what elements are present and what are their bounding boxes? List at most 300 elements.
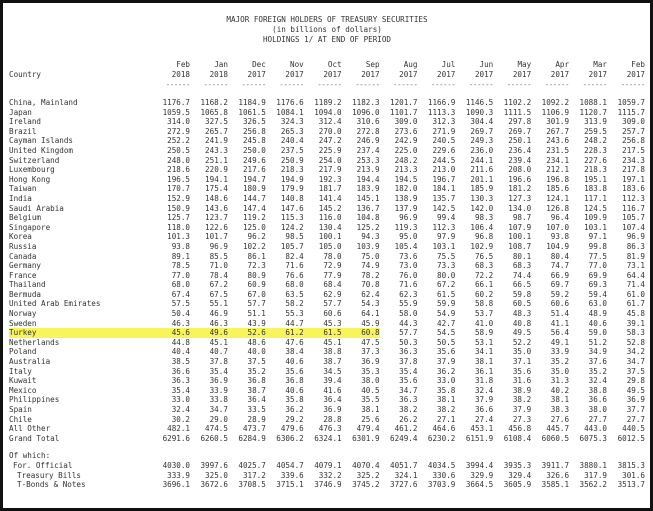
holding-value: 37.8 <box>209 357 228 367</box>
column-header-month: Jan <box>214 60 228 69</box>
holding-value: 225.9 <box>318 145 342 155</box>
holding-value: 1096.0 <box>352 107 380 117</box>
holding-value: 326.5 <box>242 117 266 127</box>
holding-value: 265.3 <box>280 126 304 136</box>
holding-value: 44.7 <box>285 318 304 328</box>
document-title <box>9 15 645 45</box>
header-underline: ------ <box>468 80 494 89</box>
holding-value: 1176.7 <box>162 98 190 107</box>
holding-value: 194.9 <box>280 174 304 184</box>
holding-value: 6291.6 <box>162 433 190 443</box>
holding-value: 105.7 <box>622 213 645 223</box>
title-line-1: MAJOR FOREIGN HOLDERS OF TREASURY SECURITIES <box>226 15 428 24</box>
holding-value: 45.6 <box>152 328 190 338</box>
country-name: United Arab Emirates <box>9 299 101 309</box>
holding-value: 38.1 <box>361 405 380 414</box>
holding-value: 247.2 <box>318 136 342 146</box>
holding-value: 104.9 <box>546 241 570 251</box>
holding-value: 27.7 <box>588 414 607 424</box>
holding-value: 218.3 <box>280 165 304 175</box>
subtotal-value: 4054.7 <box>276 460 304 470</box>
holding-value: 254.0 <box>318 155 342 165</box>
holding-value: 218.3 <box>584 165 607 175</box>
holding-value: 37.3 <box>361 347 380 357</box>
holding-value: 40.4 <box>171 347 190 357</box>
holding-value: 37.7 <box>626 405 645 414</box>
holding-value: 71.0 <box>209 261 228 271</box>
holding-value: 184.1 <box>432 184 456 194</box>
holding-value: 68.4 <box>323 280 342 290</box>
holding-value: 217.6 <box>242 165 266 175</box>
holding-value: 38.4 <box>285 347 304 357</box>
holding-value: 41.6 <box>323 385 342 395</box>
holding-value: 68.3 <box>474 261 494 271</box>
country-name: Japan <box>9 107 32 117</box>
holding-value: 59.9 <box>437 299 456 309</box>
country-name: All Other <box>9 424 51 434</box>
holding-value: 68.0 <box>285 280 304 290</box>
holding-value: 6324.1 <box>314 433 342 443</box>
holding-value: 145.2 <box>318 203 342 213</box>
holding-value: 314.0 <box>167 117 190 127</box>
holding-value: 73.3 <box>437 261 456 271</box>
holding-value: 35.4 <box>171 385 190 395</box>
holding-value: 96.9 <box>209 241 228 251</box>
holding-value: 144.7 <box>242 193 266 203</box>
holding-value: 102.9 <box>470 241 494 251</box>
subtotal-value: 317.2 <box>242 470 266 480</box>
holding-value: 63.5 <box>285 289 304 299</box>
holding-value: 1092.2 <box>541 98 570 107</box>
holding-value: 48.6 <box>247 337 266 347</box>
holding-value: 1065.8 <box>200 107 228 117</box>
table-row <box>9 165 645 175</box>
holding-value: 40.2 <box>550 385 570 395</box>
holding-value: 38.2 <box>512 395 532 405</box>
holding-value: 234.3 <box>622 155 645 165</box>
table-row <box>9 261 645 271</box>
holding-value: 134.0 <box>508 203 532 213</box>
holding-value: 103.1 <box>432 241 456 251</box>
holding-value: 44.3 <box>399 318 418 328</box>
holding-value: 86.1 <box>247 251 266 261</box>
subtotal-value: 3513.7 <box>617 480 645 490</box>
holding-value: 72.3 <box>247 261 266 271</box>
holding-value: 61.5 <box>437 289 456 299</box>
holding-value: 122.6 <box>205 222 228 232</box>
table-row <box>9 108 645 118</box>
holding-value: 35.3 <box>361 366 380 376</box>
holding-value: 217.8 <box>622 165 645 175</box>
holding-value: 95.0 <box>399 232 418 242</box>
holding-value: 27.1 <box>437 414 456 424</box>
holding-value: 49.6 <box>190 328 228 338</box>
holding-value: 34.1 <box>474 347 494 357</box>
subtotal-value: 326.6 <box>546 470 570 480</box>
holding-value: 265.7 <box>205 126 228 136</box>
holding-value: 248.0 <box>167 155 190 165</box>
of-which-row <box>9 451 645 461</box>
subtotal-row <box>9 480 645 490</box>
holding-value: 66.9 <box>550 270 570 280</box>
holding-value: 6306.2 <box>276 433 304 443</box>
holding-value: 40.0 <box>247 347 266 357</box>
subtotal-value: 3727.6 <box>390 480 418 490</box>
subtotal-value: 3997.6 <box>200 460 228 470</box>
holding-value: 28.9 <box>247 414 266 424</box>
table-body <box>9 90 645 490</box>
holding-value: 1176.6 <box>276 98 304 107</box>
header-underline: ------ <box>582 80 607 89</box>
holding-value: 142.0 <box>470 203 494 213</box>
holding-value: 31.8 <box>474 376 494 386</box>
holding-value: 38.1 <box>550 395 570 405</box>
country-name: Belgium <box>9 213 42 223</box>
holding-value: 32.4 <box>474 385 494 395</box>
column-header-year: 2017 <box>361 70 380 79</box>
holding-value: 35.8 <box>437 385 456 395</box>
holding-value: 150.9 <box>167 203 190 213</box>
holding-value: 37.1 <box>512 357 532 367</box>
holding-value: 27.6 <box>550 414 570 424</box>
holding-value: 58.3 <box>607 328 645 338</box>
holding-value: 36.3 <box>399 395 418 405</box>
holding-value: 66.1 <box>474 280 494 290</box>
holding-value: 252.2 <box>167 136 190 146</box>
holding-value: 99.4 <box>437 213 456 223</box>
holding-value: 272.9 <box>167 126 190 136</box>
holding-value: 36.4 <box>323 395 342 405</box>
table-row <box>9 223 645 233</box>
column-header-month: Feb <box>176 60 190 69</box>
subtotal-value: 4025.7 <box>238 460 266 470</box>
holding-value: 250.0 <box>242 145 266 155</box>
holding-value: 50.5 <box>437 337 456 347</box>
holding-value: 35.2 <box>247 366 266 376</box>
country-name: Germany <box>9 261 42 271</box>
holding-value: 6075.3 <box>579 433 607 443</box>
holding-value: 197.1 <box>622 174 645 184</box>
country-name: Russia <box>9 241 37 251</box>
holding-value: 93.8 <box>171 241 190 251</box>
holding-value: 38.0 <box>361 376 380 386</box>
holding-value: 213.3 <box>394 165 418 175</box>
holding-value: 40.5 <box>361 385 380 395</box>
holding-value: 248.2 <box>584 136 607 146</box>
holding-value: 35.2 <box>550 357 570 367</box>
holding-value: 109.9 <box>584 213 607 223</box>
holding-value: 100.1 <box>318 232 342 242</box>
holding-value: 250.1 <box>508 136 532 146</box>
holding-value: 119.2 <box>242 213 266 223</box>
country-name: Ireland <box>9 117 42 127</box>
holding-value: 1201.7 <box>390 98 418 107</box>
holding-value: 217.9 <box>318 165 342 175</box>
holding-value: 196.5 <box>167 174 190 184</box>
holding-value: 125.7 <box>167 213 190 223</box>
holding-value: 143.6 <box>205 203 228 213</box>
holding-value: 269.7 <box>470 126 494 136</box>
holding-value: 33.5 <box>247 405 266 414</box>
holding-value: 51.2 <box>588 337 607 347</box>
holding-value: 237.5 <box>280 145 304 155</box>
holding-value: 67.4 <box>171 289 190 299</box>
country-name: United Kingdom <box>9 145 74 155</box>
subtotal-value: 3911.7 <box>541 460 570 470</box>
holding-value: 73.6 <box>399 251 418 261</box>
holding-value: 145.1 <box>356 193 380 203</box>
holding-value: 127.3 <box>508 193 532 203</box>
header-underline: ------ <box>430 80 456 89</box>
holding-value: 71.4 <box>626 280 645 290</box>
holding-value: 57.7 <box>323 299 342 309</box>
column-header-month: Oct <box>327 60 342 69</box>
holding-value: 6260.5 <box>200 433 228 443</box>
holding-value: 80.0 <box>437 270 456 280</box>
holding-value: 36.2 <box>285 405 304 414</box>
holding-value: 35.5 <box>361 395 380 405</box>
subtotal-value: 301.6 <box>622 470 645 480</box>
column-header-month: May <box>517 60 532 69</box>
holding-value: 194.4 <box>356 174 380 184</box>
holding-value: 34.7 <box>209 405 228 414</box>
holding-value: 36.6 <box>474 405 494 414</box>
holding-value: 6284.9 <box>238 433 266 443</box>
subtotal-value: 332.2 <box>318 470 342 480</box>
holding-value: 196.8 <box>546 174 570 184</box>
holding-value: 257.7 <box>622 126 645 136</box>
holding-value: 192.3 <box>318 174 342 184</box>
country-name: Philippines <box>9 395 60 405</box>
title-line-2: (in billions of dollars) <box>272 25 382 34</box>
subtotal-label: For. Official <box>13 460 73 470</box>
holdings-table <box>9 60 645 490</box>
subtotal-value: 3585.1 <box>541 480 570 490</box>
holding-value: 96.4 <box>550 213 570 223</box>
country-name: Norway <box>9 309 37 319</box>
holding-value: 80.4 <box>550 251 570 261</box>
holding-value: 77.9 <box>323 270 342 280</box>
holding-value: 35.4 <box>209 366 228 376</box>
holding-value: 194.1 <box>205 174 228 184</box>
holding-value: 94.3 <box>361 232 380 242</box>
holding-value: 64.4 <box>626 270 645 280</box>
subtotal-value: 3880.1 <box>579 460 607 470</box>
holding-value: 271.9 <box>432 126 456 136</box>
country-column-header: Country <box>9 70 42 79</box>
holding-value: 35.0 <box>550 366 570 376</box>
holding-value: 50.3 <box>399 337 418 347</box>
holding-value: 6301.9 <box>352 433 380 443</box>
header-underline: ------ <box>203 80 228 89</box>
holding-value: 213.9 <box>356 165 380 175</box>
holding-value: 78.2 <box>361 270 380 280</box>
column-header-year: 2017 <box>399 70 418 79</box>
holding-value: 60.2 <box>474 289 494 299</box>
holding-value: 57.7 <box>380 328 418 338</box>
holding-value: 243.3 <box>205 145 228 155</box>
holding-value: 70.8 <box>361 280 380 290</box>
column-header-year: 2018 <box>209 70 228 79</box>
table-row <box>9 184 645 194</box>
holding-value: 60.5 <box>512 299 532 309</box>
holding-value: 78.4 <box>209 270 228 280</box>
holding-value: 74.9 <box>361 261 380 271</box>
holding-value: 38.2 <box>437 405 456 414</box>
holding-value: 182.0 <box>394 184 418 194</box>
header-underline: ------ <box>620 80 645 89</box>
holding-value: 77.0 <box>171 270 190 280</box>
spacer-row <box>9 443 645 451</box>
holding-value: 27.3 <box>512 414 532 424</box>
table-row <box>9 338 645 348</box>
holding-value: 272.8 <box>356 126 380 136</box>
holding-value: 52.8 <box>626 337 645 347</box>
holding-value: 195.1 <box>584 174 607 184</box>
subtotal-value: 3745.2 <box>352 480 380 490</box>
holding-value: 26.2 <box>399 414 418 424</box>
holding-value: 241.9 <box>205 136 228 146</box>
holding-value: 125.2 <box>356 222 380 232</box>
holding-value: 40.8 <box>512 318 532 328</box>
holding-value: 27.4 <box>474 414 494 424</box>
holding-value: 38.8 <box>588 385 607 395</box>
holding-value: 36.6 <box>171 366 190 376</box>
holding-value: 37.9 <box>474 395 494 405</box>
holding-value: 269.7 <box>508 126 532 136</box>
holding-value: 45.9 <box>361 318 380 328</box>
holding-value: 228.3 <box>584 145 607 155</box>
table-row <box>9 309 645 319</box>
holding-value: 327.5 <box>205 117 228 127</box>
holding-value: 239.4 <box>508 155 532 165</box>
holding-value: 474.5 <box>205 424 228 434</box>
holding-value: 1146.5 <box>465 98 494 107</box>
holding-value: 249.6 <box>242 155 266 165</box>
country-name: Sweden <box>9 318 37 328</box>
subtotal-value: 3935.3 <box>503 460 532 470</box>
holding-value: 116.7 <box>622 203 645 213</box>
holding-value: 240.5 <box>432 136 456 146</box>
holding-value: 152.9 <box>167 193 190 203</box>
holding-value: 309.0 <box>394 117 418 127</box>
holding-value: 80.1 <box>512 251 532 261</box>
holding-value: 54.9 <box>437 309 456 319</box>
holding-value: 96.9 <box>626 232 645 242</box>
holding-value: 103.9 <box>356 241 380 251</box>
holding-value: 101.7 <box>205 232 228 242</box>
holding-value: 218.6 <box>167 165 190 175</box>
holding-value: 181.7 <box>318 184 342 194</box>
holding-value: 1061.5 <box>238 107 266 117</box>
holding-value: 58.9 <box>455 328 493 338</box>
holding-value: 443.0 <box>584 424 607 434</box>
column-header-year: 2018 <box>171 70 190 79</box>
holding-value: 34.5 <box>323 366 342 376</box>
holding-value: 63.0 <box>588 299 607 309</box>
subtotal-row <box>9 461 645 471</box>
holding-value: 38.1 <box>474 357 494 367</box>
holding-value: 1182.3 <box>352 98 380 107</box>
holding-value: 74.4 <box>512 270 532 280</box>
header-underline: ------ <box>241 80 266 89</box>
holding-value: 102.2 <box>242 241 266 251</box>
holding-value: 118.0 <box>167 222 190 232</box>
holding-value: 72.2 <box>474 270 494 280</box>
holding-value: 115.3 <box>280 213 304 223</box>
holding-value: 38.7 <box>323 357 342 367</box>
holding-value: 6249.4 <box>390 433 418 443</box>
holding-value: 1094.0 <box>314 107 342 117</box>
holding-value: 59.0 <box>569 328 607 338</box>
holding-value: 77.0 <box>588 261 607 271</box>
holding-value: 136.7 <box>356 203 380 213</box>
holding-value: 58.0 <box>399 309 418 319</box>
holding-value: 250.5 <box>167 145 190 155</box>
holding-value: 33.0 <box>171 395 190 405</box>
holding-value: 42.7 <box>437 318 456 328</box>
holding-value: 142.5 <box>432 203 456 213</box>
subtotal-value: 330.6 <box>432 470 456 480</box>
holding-value: 244.1 <box>470 155 494 165</box>
holding-value: 38.2 <box>399 405 418 414</box>
table-row <box>9 434 645 444</box>
column-header-month: Dec <box>252 60 266 69</box>
holding-value: 6151.9 <box>465 433 494 443</box>
subtotal-value: 3696.1 <box>162 480 190 490</box>
holding-value: 103.1 <box>584 222 607 232</box>
subtotal-value: 329.9 <box>470 470 494 480</box>
column-header-month: Feb <box>631 60 645 69</box>
table-row <box>9 415 645 425</box>
holding-value: 55.1 <box>209 299 228 309</box>
holding-value: 46.9 <box>209 309 228 319</box>
spacer-row <box>9 90 645 98</box>
holding-value: 106.4 <box>470 222 494 232</box>
header-underline: ------ <box>544 80 570 89</box>
holding-value: 43.9 <box>247 318 266 328</box>
holding-value: 61.2 <box>266 328 304 338</box>
holding-value: 47.6 <box>285 337 304 347</box>
subtotal-value: 324.1 <box>394 470 418 480</box>
table-row <box>9 367 645 377</box>
holding-value: 123.7 <box>205 213 228 223</box>
holding-value: 37.6 <box>588 357 607 367</box>
holding-value: 64.1 <box>361 309 380 319</box>
subtotal-value: 3708.5 <box>238 480 266 490</box>
table-row <box>9 424 645 434</box>
holding-value: 312.3 <box>432 117 456 127</box>
highlighted-row <box>9 328 645 338</box>
subtotal-value: 3715.1 <box>276 480 304 490</box>
column-header-year: 2017 <box>285 70 304 79</box>
holding-value: 256.8 <box>242 126 266 136</box>
holding-value: 62.9 <box>323 289 342 299</box>
holding-value: 36.8 <box>285 376 304 386</box>
holding-value: 1115.7 <box>617 107 645 117</box>
holding-value: 104.8 <box>356 213 380 223</box>
holding-value: 473.7 <box>242 424 266 434</box>
column-header-month: Jul <box>441 60 456 69</box>
holding-value: 244.5 <box>432 155 456 165</box>
holding-value: 312.4 <box>318 117 342 127</box>
column-header-year: 2017 <box>474 70 494 79</box>
holding-value: 234.1 <box>546 155 570 165</box>
holding-value: 208.0 <box>508 165 532 175</box>
holding-value: 259.5 <box>584 126 607 136</box>
country-name: Canada <box>9 251 37 261</box>
holding-value: 67.0 <box>247 289 266 299</box>
